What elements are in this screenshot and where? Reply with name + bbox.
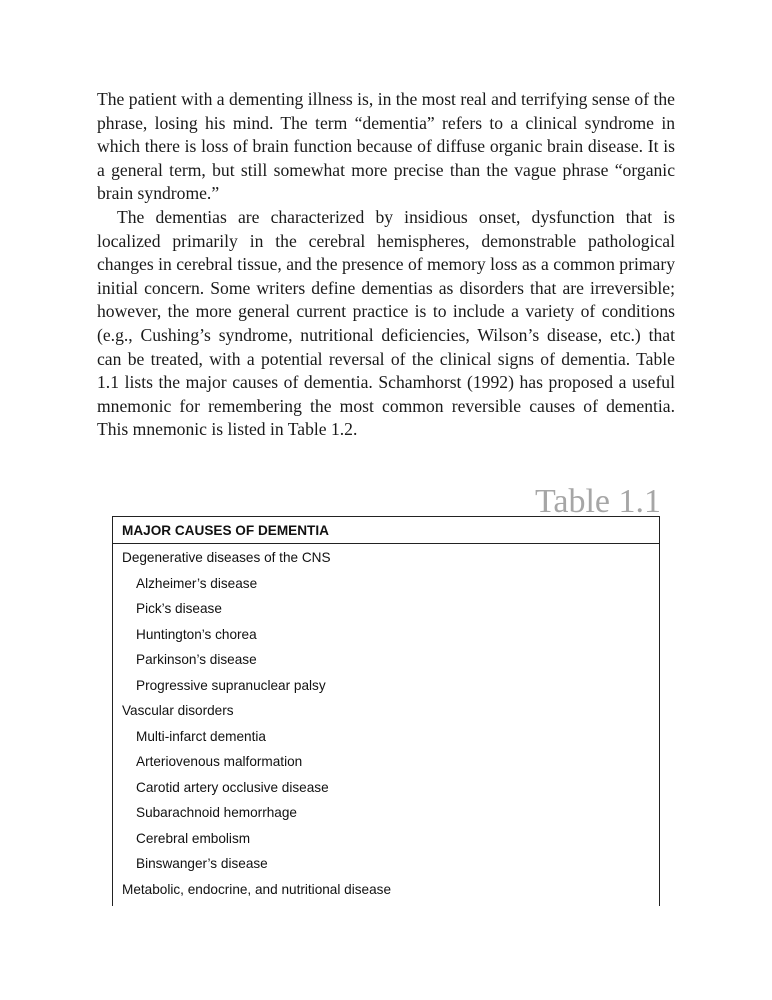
causes-table xyxy=(112,516,660,906)
table-row-item: Arteriovenous malformation xyxy=(136,754,303,769)
paragraph-1: The patient with a dementing illness is, in the most real and terrifying sense of the phrase, losing his mind. The term “dementia” refers to a clinical syndrome in which there is loss of brain function because of diffuse organic brain disease. It is a general term, but still somewhat more precise than the vague phrase “organic brain syndrome.” xyxy=(97,89,675,204)
table-row-item: Progressive supranuclear palsy xyxy=(136,677,326,693)
table-row-category: Degenerative diseases of the CNS xyxy=(122,550,331,565)
body-text xyxy=(97,88,675,442)
table-row-item: Pick’s disease xyxy=(136,601,222,616)
table-row-item: Cerebral embolism xyxy=(136,830,251,846)
table-row-item: Subarachnoid hemorrhage xyxy=(136,805,297,820)
table-row-item: Alzheimer’s disease xyxy=(136,575,258,591)
table-rows xyxy=(113,544,659,902)
table-caption: Table 1.1 xyxy=(534,483,661,520)
table-row-item: Binswanger’s disease xyxy=(136,856,268,871)
paragraph-2: The dementias are characterized by insidious onset, dysfunction that is localized primarily in the cerebral hemispheres, demonstrable pathological changes in cerebral tissue, and the presence of memory loss as a common primary initial concern. Some writers define dementias as disorders that are irreversible; however, the more general current practice is to include a variety of conditions (e.g., Cushing’s syndrome, nutritional deficiencies, Wilson’s disease, etc.) that can be treated, with a potential reversal of the clinical signs of dementia. Table 1.1 lists the major causes of dementia. Schamhorst (1992) has proposed a useful mnemonic for remembering the most common reversible causes of dementia. This mnemonic is listed in Table 1.2. xyxy=(97,206,675,440)
table-row-item: Huntington’s chorea xyxy=(136,626,257,642)
table-row-item: Parkinson’s disease xyxy=(136,652,257,667)
table-row-category: Vascular disorders xyxy=(122,703,234,718)
table-row-item: Multi-infarct dementia xyxy=(136,728,266,744)
table-row-item: Carotid artery occlusive disease xyxy=(136,779,329,795)
table-header: MAJOR CAUSES OF DEMENTIA xyxy=(113,517,659,544)
table-row-category: Metabolic, endocrine, and nutritional disease xyxy=(122,881,392,897)
